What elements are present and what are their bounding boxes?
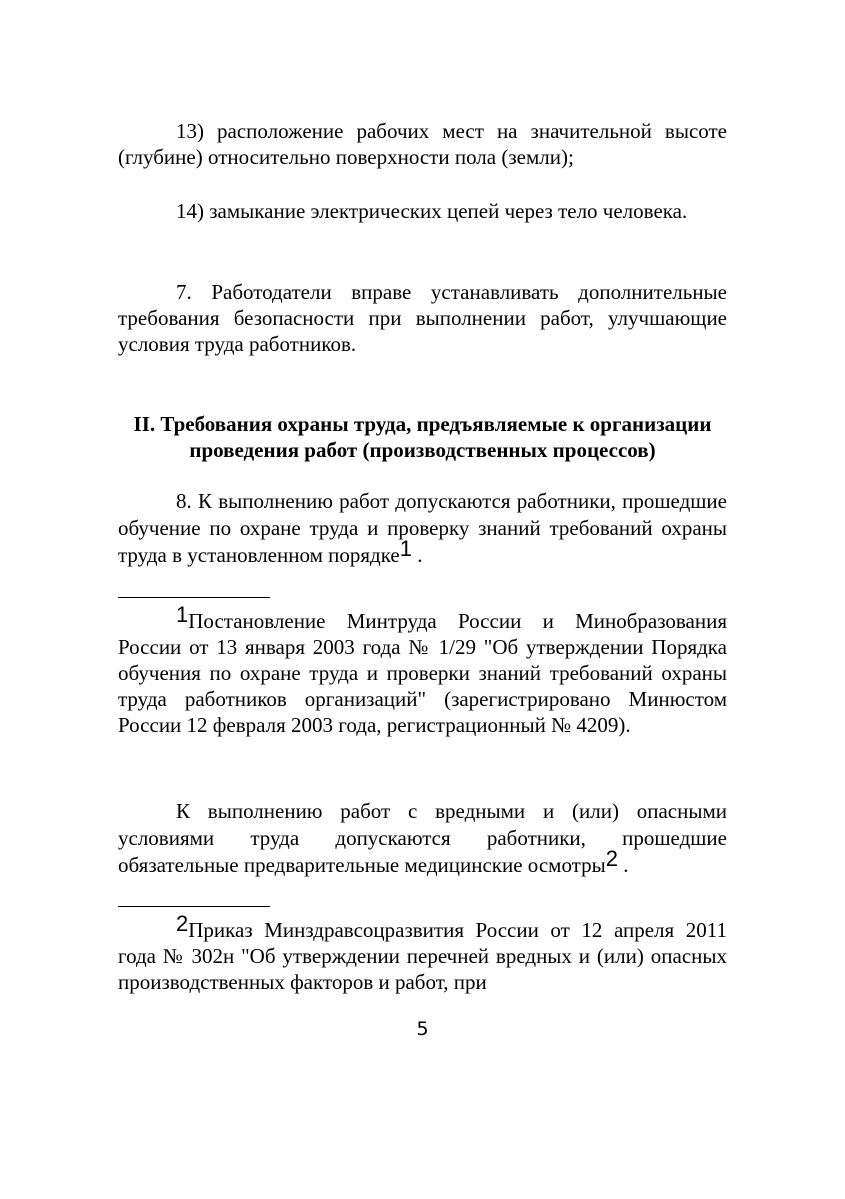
list-item-14-text: 14) замыкание электрических цепей через тело человека. bbox=[176, 199, 688, 223]
clause-8-period: . bbox=[417, 543, 423, 567]
section-heading-text: II. Требования охраны труда, предъявляемые к организации проведения работ (производственных процессов) bbox=[133, 412, 712, 462]
footnote-mark-1: 1 bbox=[176, 602, 189, 627]
section-heading bbox=[118, 411, 727, 463]
clause-8-text: 8. К выполнению работ допускаются работники, прошедшие обучение по охране труда и проверку знаний требований охраны труда в установленном порядке bbox=[118, 489, 727, 567]
clause-8-end bbox=[412, 543, 423, 567]
list-item-13 bbox=[118, 118, 727, 170]
footnote-ref-1[interactable]: 1 bbox=[399, 536, 412, 561]
hazard-paragraph-period: . bbox=[623, 853, 629, 877]
hazard-paragraph-end bbox=[618, 853, 629, 877]
hazard-paragraph bbox=[118, 798, 727, 879]
clause-7 bbox=[118, 279, 727, 357]
footnote-2-text: Приказ Минздравсоцразвития России от 12 апреля 2011 года № 302н "Об утверждении перечней вредных и (или) опасных производственных факторов и работ, при bbox=[118, 918, 727, 994]
footnote-separator-1 bbox=[118, 597, 270, 598]
page-number: 5 bbox=[416, 1018, 429, 1040]
footnote-2 bbox=[118, 911, 727, 995]
list-item-13-text: 13) расположение рабочих мест на значительной высоте (глубине) относительно поверхности пола (земли); bbox=[118, 119, 727, 169]
clause-7-text: 7. Работодатели вправе устанавливать дополнительные требования безопасности при выполнении работ, улучшающие условия труда работников. bbox=[118, 280, 727, 356]
footnote-1 bbox=[118, 602, 727, 738]
clause-8 bbox=[118, 488, 727, 569]
footnote-mark-2: 2 bbox=[176, 911, 189, 936]
footnote-separator-2 bbox=[118, 906, 270, 907]
list-item-14 bbox=[118, 198, 727, 224]
footnote-1-text: Постановление Минтруда России и Минобразования России от 13 января 2003 года № 1/29 "Об утверждении Порядка обучения по охране труда и проверки знаний требований охраны труда работников организаций" (зарегистрировано Минюстом России 12 февраля 2003 года, регистрационный № 4209). bbox=[118, 609, 727, 737]
hazard-paragraph-text: К выполнению работ с вредными и (или) опасными условиями труда допускаются работники, прошедшие обязательные предварительные медицинские осмотры bbox=[118, 799, 727, 877]
footnote-ref-2[interactable]: 2 bbox=[605, 846, 618, 871]
